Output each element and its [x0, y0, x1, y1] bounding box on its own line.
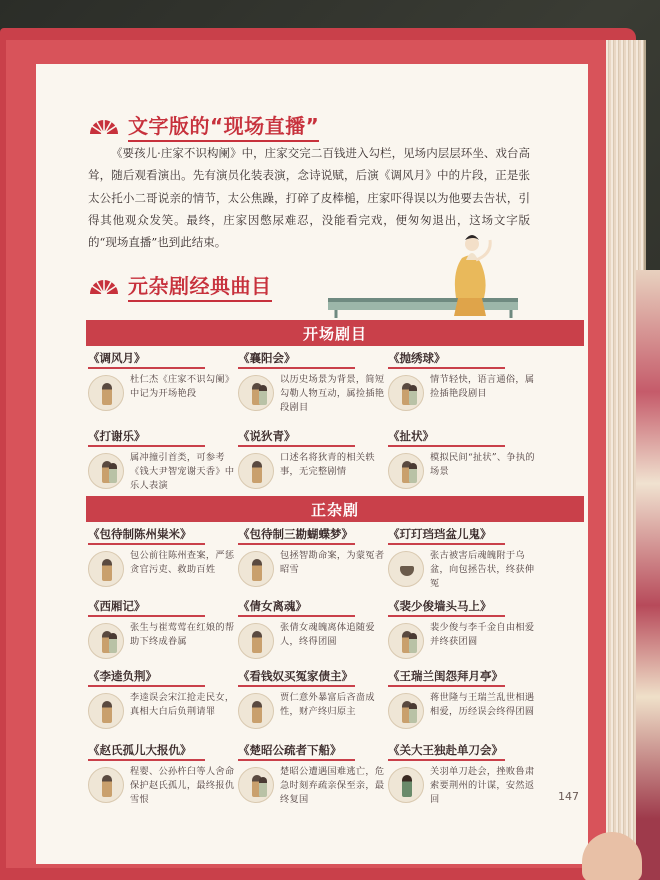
- title-underline: [88, 445, 205, 447]
- list-item: [388, 668, 538, 742]
- item-title: 《赵氏孤儿大报仇》: [88, 743, 192, 757]
- fan-icon: [88, 277, 120, 295]
- figure-icon: [388, 767, 424, 803]
- item-description: 张古被害后魂魄附于乌盆，向包拯告状，终获伸冤: [430, 549, 535, 589]
- list-item: [238, 350, 388, 428]
- section-band-main: [86, 496, 584, 522]
- item-title: 《看钱奴买冤家债主》: [238, 669, 353, 683]
- figure-icon: [88, 375, 124, 411]
- figure-icon: [388, 375, 424, 411]
- item-title: 《西厢记》: [88, 599, 146, 613]
- intro-paragraph: 《要孩儿·庄家不识构阑》中，庄家交完二百钱进入勾栏，见场内层层环坐、戏台高耸，随后观看演出。先有演员化装表演，念诗说赋，后演《调风月》中的片段，正是张太公托小二哥说亲的情节，太公焦躁，打碎了皮棒槌，庄家吓得误以为他要去告状，引得其他观众发笑。最终，庄家因憋尿难忍，没能看完戏，便匆匆退出，这场文字版的“现场直播”也到此结束。: [88, 146, 530, 250]
- list-item: [88, 526, 238, 598]
- item-description: 包拯智勘命案，为蒙冤者昭雪: [280, 549, 385, 575]
- bowl-icon: [388, 551, 424, 587]
- figure-icon: [238, 623, 274, 659]
- list-item: [388, 428, 538, 504]
- figure-icon: [238, 453, 274, 489]
- figure-icon: [388, 623, 424, 659]
- section-band-opening: [86, 320, 584, 346]
- item-title: 《王瑞兰闺怨拜月亭》: [388, 669, 503, 683]
- title-underline: [238, 367, 355, 369]
- list-item: [88, 598, 238, 668]
- item-description: 模拟民间“扯状”、争执的场景: [430, 451, 535, 477]
- item-title: 《包待制三勘蝴蝶梦》: [238, 527, 353, 541]
- title-underline: [88, 543, 205, 545]
- item-title: 《倩女离魂》: [238, 599, 307, 613]
- list-item: [88, 742, 238, 816]
- item-title: 《打谢乐》: [88, 429, 146, 443]
- list-item: [88, 428, 238, 504]
- item-description: 李逵误会宋江抢走民女，真相大白后负荆请罪: [130, 691, 235, 717]
- list-item: [238, 742, 388, 816]
- title-underline: [88, 685, 205, 687]
- item-title: 《说狄青》: [238, 429, 296, 443]
- opening-repertoire-grid: [88, 350, 538, 504]
- list-item: [238, 526, 388, 598]
- item-title: 《楚昭公疏者下船》: [238, 743, 342, 757]
- heading-title: 文字版的“现场直播”: [128, 110, 319, 142]
- item-description: 包公前往陈州查案，严惩贪官污吏、救助百姓: [130, 549, 235, 575]
- floral-edge: [636, 270, 660, 880]
- section-heading-live: [88, 110, 319, 142]
- title-underline: [238, 759, 355, 761]
- title-underline: [88, 615, 205, 617]
- item-description: 裴少俊与李千金自由相爱并终获团圆: [430, 621, 535, 647]
- list-item: [388, 742, 538, 816]
- item-description: 楚昭公遭遇国难逃亡，危急时刻弃疏亲保至亲，最终复国: [280, 765, 385, 805]
- list-item: [238, 668, 388, 742]
- item-title: 《扯状》: [388, 429, 434, 443]
- title-underline: [88, 759, 205, 761]
- item-description: 程婴、公孙杵臼等人舍命保护赵氏孤儿，最终报仇雪恨: [130, 765, 235, 805]
- main-repertoire-grid: [88, 526, 538, 816]
- figure-icon: [88, 623, 124, 659]
- item-description: 贾仁意外暴富后吝啬成性，财产终归原主: [280, 691, 375, 717]
- item-description: 关羽单刀赴会，挫败鲁肃索要荆州的计谋，安然返回: [430, 765, 535, 805]
- title-underline: [388, 543, 505, 545]
- item-description: 蒋世隆与王瑞兰乱世相遇相爱，历经误会终得团圆: [430, 691, 535, 717]
- item-description: 张生与崔莺莺在红娘的帮助下终成眷属: [130, 621, 235, 647]
- item-description: 口述名将狄青的相关轶事，无完整剧情: [280, 451, 375, 477]
- list-item: [238, 598, 388, 668]
- item-title: 《抛绣球》: [388, 351, 446, 365]
- band-title: 正杂剧: [310, 500, 359, 519]
- item-description: 杜仁杰《庄家不识勾阑》中记为开场艳段: [130, 373, 235, 399]
- figure-icon: [88, 453, 124, 489]
- figure-icon: [238, 551, 274, 587]
- title-underline: [238, 445, 355, 447]
- figure-icon: [388, 693, 424, 729]
- item-title: 《关大王独赴单刀会》: [388, 743, 503, 757]
- section-heading-repertoire: [88, 270, 272, 302]
- list-item: [88, 668, 238, 742]
- title-underline: [388, 685, 505, 687]
- seated-lady-illustration: [326, 220, 546, 320]
- item-description: 以历史场景为背景，简短勾勒人物互动，属捡插艳段剧目: [280, 373, 385, 413]
- title-underline: [388, 367, 505, 369]
- title-underline: [388, 445, 505, 447]
- item-title: 《襄阳会》: [238, 351, 296, 365]
- item-description: 张倩女魂魄离体追随爱人，终得团圆: [280, 621, 375, 647]
- item-title: 《裴少俊墙头马上》: [388, 599, 492, 613]
- figure-icon: [388, 453, 424, 489]
- list-item: [88, 350, 238, 428]
- item-title: 《调风月》: [88, 351, 146, 365]
- list-item: [238, 428, 388, 504]
- figure-icon: [238, 693, 274, 729]
- figure-icon: [88, 767, 124, 803]
- figure-icon: [88, 551, 124, 587]
- item-title: 《李逵负荆》: [88, 669, 157, 683]
- fan-icon: [88, 117, 120, 135]
- list-item: [388, 350, 538, 428]
- title-underline: [388, 615, 505, 617]
- figure-icon: [238, 375, 274, 411]
- item-description: 情节轻快，语言通俗，属捡插艳段剧目: [430, 373, 535, 399]
- item-title: 《包待制陈州粜米》: [88, 527, 192, 541]
- figure-icon: [238, 767, 274, 803]
- page-number: 147: [558, 790, 579, 803]
- title-underline: [238, 543, 355, 545]
- title-underline: [238, 615, 355, 617]
- list-item: [388, 598, 538, 668]
- title-underline: [388, 759, 505, 761]
- item-title: 《玎玎珰珰盆儿鬼》: [388, 527, 492, 541]
- heading-title: 元杂剧经典曲目: [128, 270, 272, 302]
- item-description: 属冲撞引首类，可参考《钱大尹智宠谢天香》中乐人表演: [130, 451, 235, 491]
- title-underline: [88, 367, 205, 369]
- title-underline: [238, 685, 355, 687]
- list-item: [388, 526, 538, 598]
- figure-icon: [88, 693, 124, 729]
- band-title: 开场剧目: [302, 324, 367, 343]
